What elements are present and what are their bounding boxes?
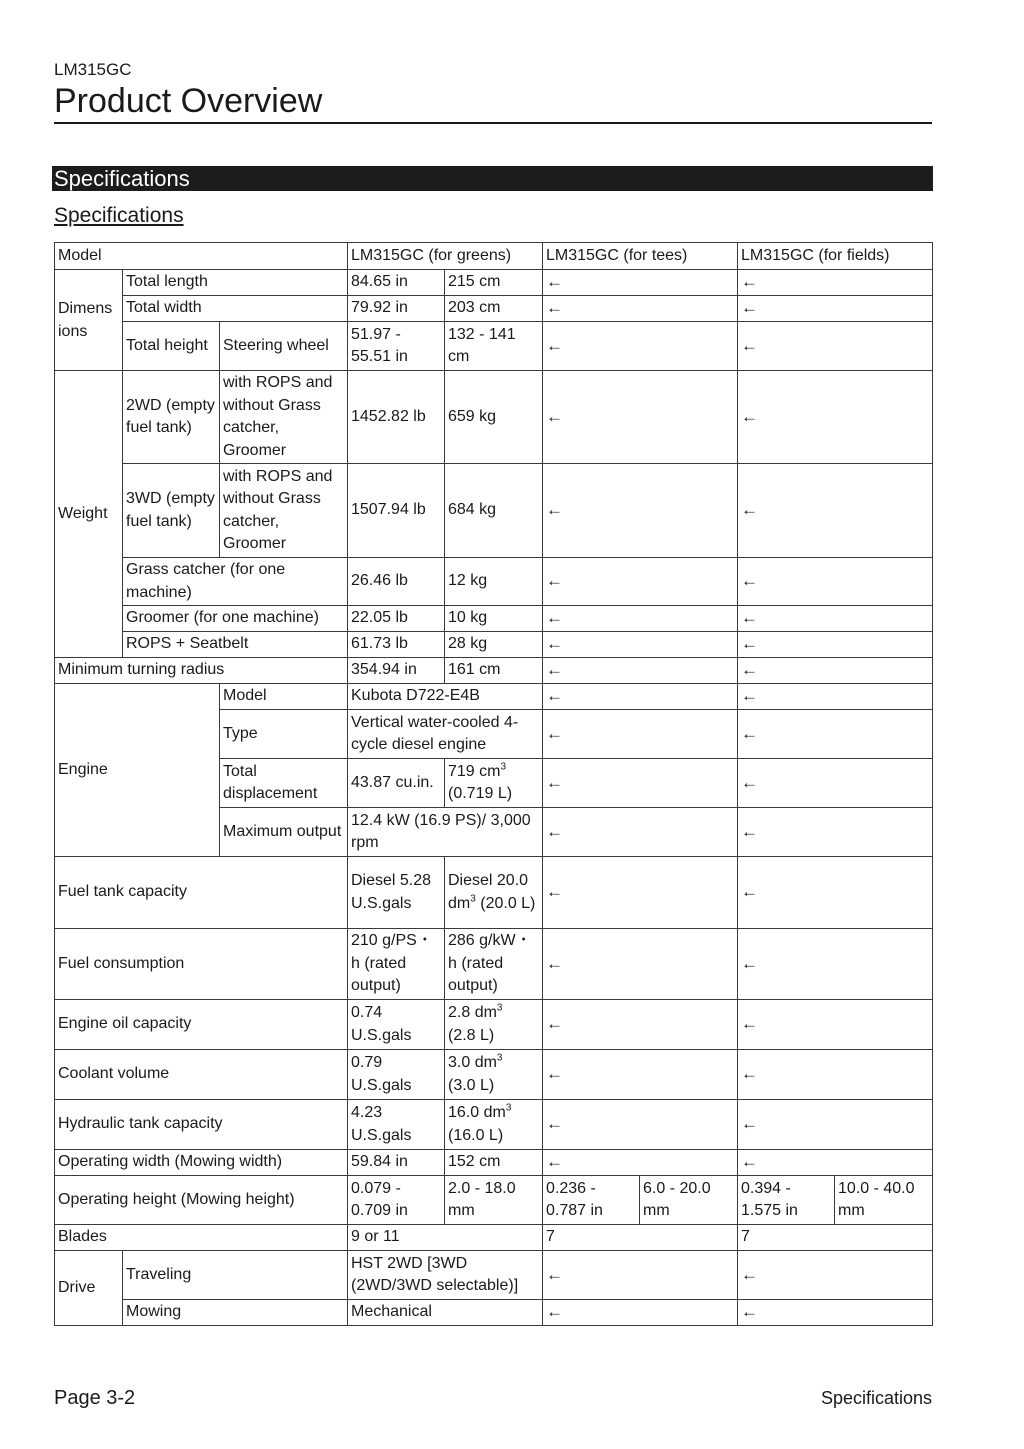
- value-imperial: 79.92 in: [348, 296, 445, 322]
- value-metric: 12 kg: [445, 558, 543, 606]
- row-label: Groomer (for one machine): [123, 606, 348, 632]
- same-arrow: ←: [543, 270, 738, 296]
- weight-label: Weight: [55, 371, 123, 658]
- superscript: 3: [470, 893, 476, 905]
- same-arrow: ←: [738, 1050, 933, 1100]
- value-imperial: 59.84 in: [348, 1150, 445, 1176]
- same-arrow: ←: [738, 808, 933, 857]
- same-arrow: ←: [543, 371, 738, 464]
- table-row: [55, 371, 933, 464]
- row-label: Total length: [123, 270, 348, 296]
- value-greens-mm: 2.0 - 18.0 mm: [445, 1176, 543, 1225]
- value-imperial: 0.74 U.S.gals: [348, 1000, 445, 1050]
- same-arrow: ←: [738, 632, 933, 658]
- value-metric: [445, 1100, 543, 1150]
- table-row: [55, 296, 933, 322]
- table-row: [55, 1176, 933, 1225]
- table-row: [55, 558, 933, 606]
- same-arrow: ←: [738, 1000, 933, 1050]
- same-arrow: ←: [543, 1251, 738, 1300]
- value-tees-mm: 6.0 - 20.0 mm: [640, 1176, 738, 1225]
- footer-section: Specifications: [820, 1388, 932, 1408]
- row-sublabel: Model: [220, 684, 348, 710]
- value-greens: 9 or 11: [348, 1225, 543, 1251]
- table-row: [55, 1100, 933, 1150]
- row-label: Blades: [55, 1225, 348, 1251]
- same-arrow: ←: [738, 558, 933, 606]
- same-arrow: ←: [543, 1150, 738, 1176]
- value-metric: 132 - 141 cm: [445, 322, 543, 371]
- table-row: [55, 857, 933, 929]
- same-arrow: ←: [543, 684, 738, 710]
- same-arrow: ←: [738, 1150, 933, 1176]
- row-sublabel: with ROPS and without Grass catcher, Groomer: [220, 371, 348, 464]
- row-label: ROPS + Seatbelt: [123, 632, 348, 658]
- same-arrow: ←: [738, 322, 933, 371]
- value-fields: 7: [738, 1225, 933, 1251]
- superscript: 3: [505, 1102, 512, 1114]
- section-title-bar: Specifications: [52, 166, 933, 191]
- value-combined: Vertical water-cooled 4-cycle diesel engine: [348, 710, 543, 759]
- value-combined: Kubota D722-E4B: [348, 684, 543, 710]
- same-arrow: ←: [543, 464, 738, 558]
- same-arrow: ←: [738, 1300, 933, 1326]
- same-arrow: ←: [543, 929, 738, 1000]
- table-row: [55, 270, 933, 296]
- same-arrow: ←: [543, 857, 738, 929]
- same-arrow: ←: [738, 1251, 933, 1300]
- row-label: Coolant volume: [55, 1050, 348, 1100]
- same-arrow: ←: [738, 270, 933, 296]
- value-imperial: 43.87 cu.in.: [348, 759, 445, 808]
- table-row: [55, 1251, 933, 1300]
- row-sublabel: Total displacement: [220, 759, 348, 808]
- subsection-title: Specifications: [54, 204, 184, 227]
- row-label: Hydraulic tank capacity: [55, 1100, 348, 1150]
- row-label: Operating height (Mowing height): [55, 1176, 348, 1225]
- row-label: Operating width (Mowing width): [55, 1150, 348, 1176]
- table-row: [55, 658, 933, 684]
- same-arrow: ←: [543, 558, 738, 606]
- superscript: 3: [496, 1052, 503, 1064]
- value-metric: 684 kg: [445, 464, 543, 558]
- header-fields: LM315GC (for fields): [738, 243, 933, 270]
- value-imperial: 354.94 in: [348, 658, 445, 684]
- same-arrow: ←: [738, 710, 933, 759]
- value-tees: 7: [543, 1225, 738, 1251]
- row-sublabel: Steering wheel: [220, 322, 348, 371]
- header-model: Model: [55, 243, 348, 270]
- row-label: Traveling: [123, 1251, 348, 1300]
- table-row: [55, 1300, 933, 1326]
- value-number: 3.0 dm: [448, 1054, 497, 1071]
- same-arrow: ←: [738, 296, 933, 322]
- value-metric: 152 cm: [445, 1150, 543, 1176]
- value-metric: 286 g/kW・h (rated output): [445, 929, 543, 1000]
- value-metric: 28 kg: [445, 632, 543, 658]
- value-combined: HST 2WD [3WD (2WD/3WD selectable)]: [348, 1251, 543, 1300]
- same-arrow: ←: [738, 929, 933, 1000]
- same-arrow: ←: [543, 632, 738, 658]
- page-title: Product Overview: [54, 82, 323, 120]
- value-imperial: 26.46 lb: [348, 558, 445, 606]
- value-liters: (3.0 L): [448, 1076, 495, 1094]
- table-row: [55, 1225, 933, 1251]
- value-imperial: 1452.82 lb: [348, 371, 445, 464]
- value-metric: 659 kg: [445, 371, 543, 464]
- same-arrow: ←: [543, 1300, 738, 1326]
- value-fields-in: 0.394 - 1.575 in: [738, 1176, 835, 1225]
- value-liters: (0.719 L): [448, 785, 513, 802]
- table-header-row: [55, 243, 933, 270]
- same-arrow: ←: [543, 606, 738, 632]
- value-greens-in: 0.079 - 0.709 in: [348, 1176, 445, 1225]
- value-imperial: 22.05 lb: [348, 606, 445, 632]
- value-imperial: 61.73 lb: [348, 632, 445, 658]
- dimensions-label: Dimens ions: [55, 270, 123, 371]
- value-combined: 12.4 kW (16.9 PS)/ 3,000 rpm: [348, 808, 543, 857]
- value-combined: Mechanical: [348, 1300, 543, 1326]
- value-imperial: 84.65 in: [348, 270, 445, 296]
- value-imperial: 1507.94 lb: [348, 464, 445, 558]
- value-metric: [445, 1050, 543, 1100]
- value-number: Diesel 20.0 dm: [448, 872, 529, 912]
- same-arrow: ←: [543, 759, 738, 808]
- same-arrow: ←: [738, 658, 933, 684]
- same-arrow: ←: [738, 857, 933, 929]
- value-imperial: 51.97 - 55.51 in: [348, 322, 445, 371]
- value-imperial: 0.79 U.S.gals: [348, 1050, 445, 1100]
- same-arrow: ←: [738, 371, 933, 464]
- model-code: LM315GC: [54, 60, 132, 79]
- same-arrow: ←: [543, 296, 738, 322]
- value-liters: (20.0 L): [475, 894, 536, 912]
- table-row: [55, 606, 933, 632]
- row-sublabel: Maximum output: [220, 808, 348, 857]
- value-tees-in: 0.236 - 0.787 in: [543, 1176, 640, 1225]
- row-label: Minimum turning radius: [55, 658, 348, 684]
- row-label: Fuel consumption: [55, 929, 348, 1000]
- engine-label: Engine: [55, 684, 220, 857]
- value-metric: [445, 1000, 543, 1050]
- header-tees: LM315GC (for tees): [543, 243, 738, 270]
- table-row: [55, 464, 933, 558]
- row-label: 2WD (empty fuel tank): [123, 371, 220, 464]
- table-row: [55, 322, 933, 371]
- value-metric: 203 cm: [445, 296, 543, 322]
- value-number: 2.8 dm: [448, 1004, 497, 1021]
- row-label: Mowing: [123, 1300, 348, 1326]
- table-row: [55, 929, 933, 1000]
- row-label: Grass catcher (for one machine): [123, 558, 348, 606]
- row-sublabel: with ROPS and without Grass catcher, Groomer: [220, 464, 348, 558]
- table-row: [55, 684, 933, 710]
- same-arrow: ←: [543, 658, 738, 684]
- value-imperial: Diesel 5.28 U.S.gals: [348, 857, 445, 929]
- row-label: Total height: [123, 322, 220, 371]
- value-liters: (16.0 L): [448, 1126, 504, 1144]
- same-arrow: ←: [738, 1100, 933, 1150]
- same-arrow: ←: [738, 684, 933, 710]
- same-arrow: ←: [543, 808, 738, 857]
- value-metric: 161 cm: [445, 658, 543, 684]
- same-arrow: ←: [738, 759, 933, 808]
- value-metric: [445, 759, 543, 808]
- value-imperial: 4.23 U.S.gals: [348, 1100, 445, 1150]
- same-arrow: ←: [543, 322, 738, 371]
- header-greens: LM315GC (for greens): [348, 243, 543, 270]
- same-arrow: ←: [543, 710, 738, 759]
- value-number: 16.0 dm: [448, 1104, 506, 1121]
- row-sublabel: Type: [220, 710, 348, 759]
- same-arrow: ←: [738, 606, 933, 632]
- table-row: [55, 1150, 933, 1176]
- table-row: [55, 1000, 933, 1050]
- drive-label: Drive: [55, 1251, 123, 1326]
- title-divider: [54, 122, 932, 124]
- value-metric: [445, 857, 543, 929]
- row-label: Total width: [123, 296, 348, 322]
- superscript: 3: [500, 761, 507, 773]
- row-label: Fuel tank capacity: [55, 857, 348, 929]
- value-number: 719 cm: [448, 762, 501, 780]
- row-label: Engine oil capacity: [55, 1000, 348, 1050]
- table-row: [55, 1050, 933, 1100]
- same-arrow: ←: [543, 1100, 738, 1150]
- same-arrow: ←: [543, 1000, 738, 1050]
- table-row: [55, 632, 933, 658]
- value-fields-mm: 10.0 - 40.0 mm: [835, 1176, 933, 1225]
- value-liters: (2.8 L): [448, 1026, 495, 1044]
- value-metric: 10 kg: [445, 606, 543, 632]
- same-arrow: ←: [738, 464, 933, 558]
- specifications-table: [54, 242, 933, 1326]
- value-imperial: 210 g/PS・h (rated output): [348, 929, 445, 1000]
- same-arrow: ←: [543, 1050, 738, 1100]
- superscript: 3: [496, 1002, 503, 1014]
- value-metric: 215 cm: [445, 270, 543, 296]
- row-label: 3WD (empty fuel tank): [123, 464, 220, 558]
- page-number: Page 3-2: [54, 1387, 136, 1409]
